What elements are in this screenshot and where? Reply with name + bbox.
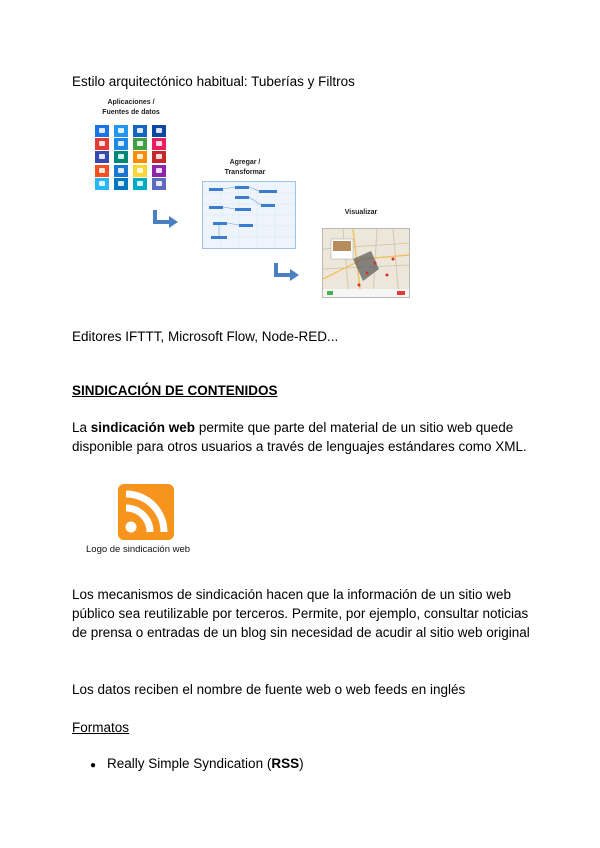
- map-visualization-thumbnail: [322, 228, 410, 298]
- app-tile-icon: [114, 138, 128, 150]
- app-tile-icon: [152, 165, 166, 177]
- app-tile-icon: [152, 125, 166, 137]
- flow-editor-thumbnail: [202, 181, 296, 249]
- app-tile-icon: [152, 178, 166, 190]
- app-tile-icon: [95, 125, 109, 137]
- stage2-label-line2: Transformar: [224, 169, 266, 176]
- app-tile-icon: [133, 151, 147, 163]
- app-tiles-grid: [95, 125, 171, 191]
- map-icon: [323, 229, 409, 297]
- stage2-label-line1: Agregar /: [229, 159, 261, 166]
- format-item-bold: RSS: [271, 756, 300, 771]
- app-tile-icon: [114, 151, 128, 163]
- format-item-prefix: Really Simple Syndication (: [107, 756, 272, 771]
- rss-feed-icon: [118, 484, 174, 540]
- app-tile-icon: [152, 138, 166, 150]
- intro-text: Estilo arquitectónico habitual: Tuberías y Filtros: [72, 74, 355, 89]
- definition-paragraph: [72, 418, 542, 456]
- stage1-label: [90, 98, 172, 118]
- app-tile-icon: [133, 138, 147, 150]
- format-item-suffix: ): [299, 756, 304, 771]
- pipe-arrow-1-icon: [152, 208, 180, 230]
- app-tile-icon: [95, 151, 109, 163]
- formats-list: [90, 754, 510, 775]
- stage1-label-line2: Fuentes de datos: [102, 109, 160, 116]
- bullet-icon: ●: [90, 760, 97, 771]
- list-item: [90, 754, 510, 775]
- pipeline-diagram: [90, 98, 420, 303]
- section-heading: SINDICACIÓN DE CONTENIDOS: [72, 383, 278, 398]
- flow-editor-graph-icon: [203, 182, 295, 248]
- formats-heading: Formatos: [72, 720, 130, 735]
- definition-prefix: La: [72, 420, 91, 435]
- feeds-text: Los datos reciben el nombre de fuente web o web feeds en inglés: [72, 682, 466, 697]
- definition-rest: permite que parte del material de un sitio web quede disponible para otros usuarios a través de lenguajes estándares como XML.: [72, 420, 527, 454]
- stage2-label: [200, 158, 290, 178]
- app-tile-icon: [133, 165, 147, 177]
- app-tile-icon: [114, 165, 128, 177]
- pipe-arrow-2-icon: [273, 261, 301, 283]
- stage1-label-line1: Aplicaciones /: [107, 99, 155, 106]
- rss-logo-caption: Logo de sindicación web: [86, 544, 191, 555]
- rss-logo: [118, 484, 174, 540]
- stage3-label: Visualizar: [344, 209, 378, 216]
- app-tile-icon: [114, 178, 128, 190]
- app-tile-icon: [133, 178, 147, 190]
- app-tile-icon: [95, 178, 109, 190]
- app-tile-icon: [114, 125, 128, 137]
- definition-bold-term: sindicación web: [90, 420, 196, 435]
- app-tile-icon: [152, 151, 166, 163]
- editors-text: Editores IFTTT, Microsoft Flow, Node-RED...: [72, 329, 339, 344]
- app-tile-icon: [95, 165, 109, 177]
- app-tile-icon: [133, 125, 147, 137]
- app-tile-icon: [95, 138, 109, 150]
- mechanisms-paragraph: Los mecanismos de sindicación hacen que la información de un sitio web público sea reutilizable por terceros. Permite, por ejemplo, consultar noticias de prensa o entradas de un blog sin necesidad de acudir al sitio web original: [72, 587, 530, 640]
